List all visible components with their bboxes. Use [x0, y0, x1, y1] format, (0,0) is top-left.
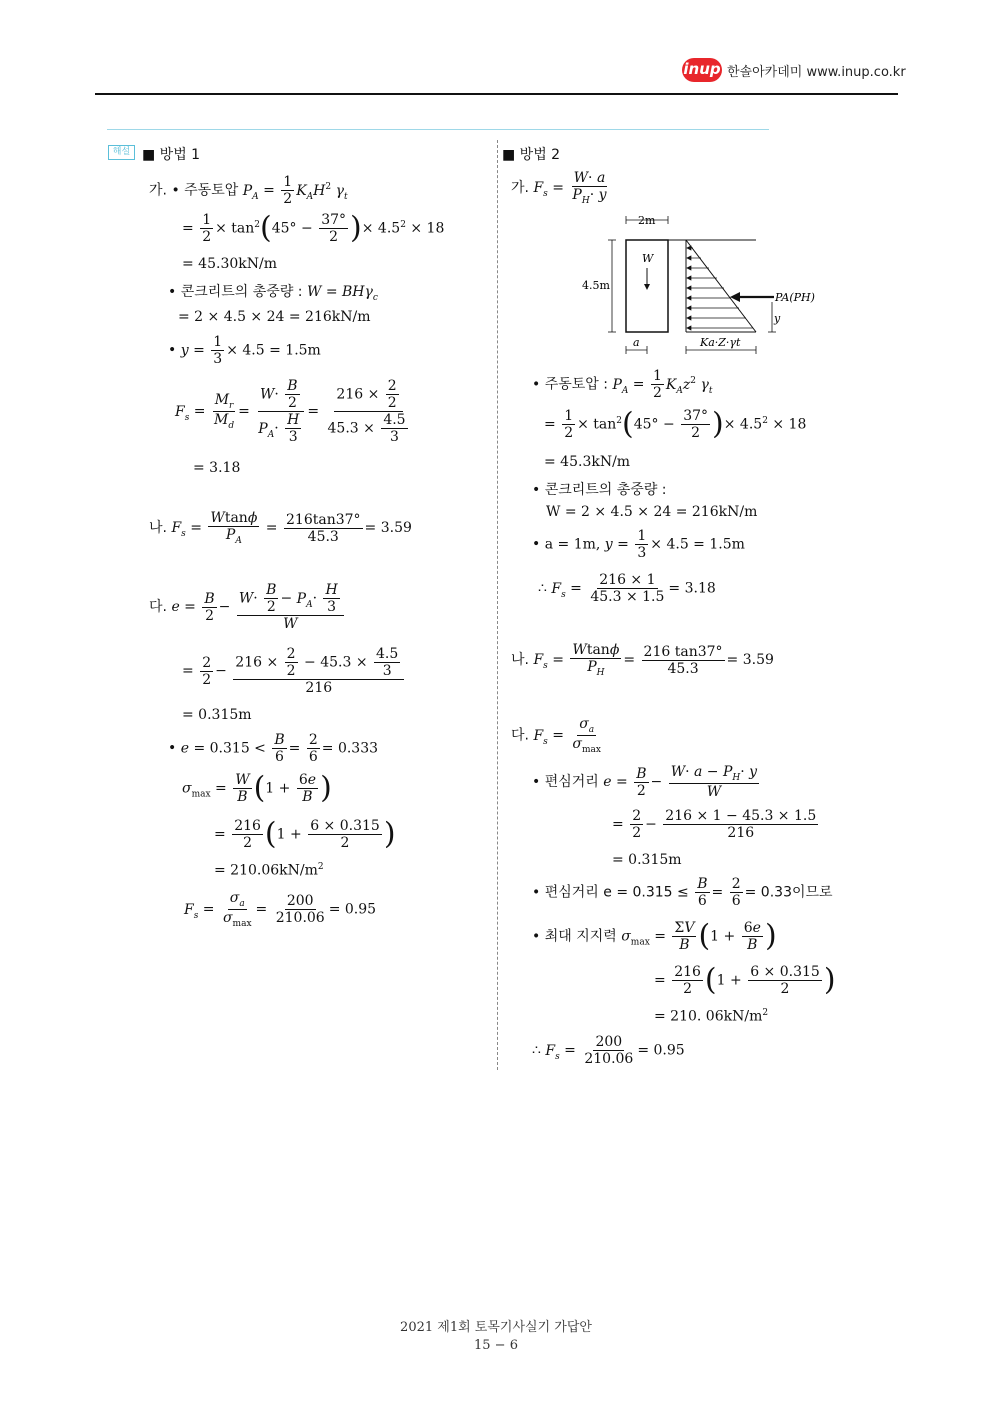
header-rule [95, 93, 898, 95]
inup-logo: inup [682, 58, 722, 82]
m2-da-label: 다. [511, 727, 529, 744]
m1-da-label: 다. [149, 599, 167, 616]
m1-fs3-line: $F_s$ = $\frac{\sigma_a}{\sigma_{max}}$ = $\frac{200}{210.06}$ = 0.95 [184, 890, 377, 929]
m2-eccentric-label: • 편심거리 [532, 774, 599, 791]
m2-earth-pressure-label: • 주동토압 : [532, 376, 608, 393]
m2-na-label: 나. [511, 652, 529, 669]
m1-na-line: 나. $F_s$ = $\frac{Wtan\phi}{P_A}$ = $\frac{216\tan 37^\circ}{45.3}$ = 3.59 [149, 510, 412, 546]
m2-e-check: • 편심거리 e = 0.315 ≤ $\frac{B}{6}$ = $\frac{2}{6}$ = 0.33이므로 [532, 876, 833, 910]
m1-da-line: 다. e = $\frac{B}{2}$ − W· $\frac{B}{2}$ − $P_A\cdot$ $\frac{H}{3}$ W [149, 582, 346, 632]
m2-sigma-result: = 210. $06kN/m^2$ [654, 1008, 769, 1025]
diagram-width-label: 2m [638, 214, 656, 227]
section-rule [107, 129, 769, 130]
m1-weight-line: • 콘크리트의 총중량 : W = BHγ$_c$ [168, 284, 378, 303]
m2-sigma-line: • 최대 지지력 $\sigma_{max}$ = $\frac{\Sigma V}{B}$ (1 + $\frac{6e}{B}$ ) [532, 918, 777, 954]
m1-weight-label: • 콘크리트의 총중량 : [168, 284, 303, 300]
m2-weight-label: • 콘크리트의 총중량 : [532, 482, 667, 498]
m1-y-line: • y = $\frac{1}{3}$ × 4.5 = 1.5m [168, 334, 321, 368]
m1-earth-pressure-label: • 주동토압 [171, 182, 239, 199]
m1-e-check: • e = 0.315 < $\frac{B}{6}$ = $\frac{2}{6}$ = 0.333 [168, 732, 379, 766]
m2-fs1-line: ∴ $F_s$ = $\frac{216 \times 1}{45.3 \times 1.5}$ = 3.18 [538, 572, 716, 606]
m2-pa-line: • 주동토압 : $P_A$ = $\frac{1}{2}$ $K_Az^2$ $\gamma_t$ [532, 368, 713, 402]
m1-sigma-sub: = $\frac{216}{2}$ (1 + $\frac{6 \times 0.315}{2}$ ) [214, 816, 396, 852]
m1-ga-label: 가. [149, 182, 167, 199]
m2-max-bearing-label: • 최대 지지력 [532, 928, 617, 945]
m2-da-line: 다. $F_s$ = $\frac{\sigma_a}{\sigma_{max}}$ [511, 716, 601, 755]
m2-fs3-result: = 0.95 [637, 1042, 685, 1059]
m1-sigma-formula: $\sigma_{max}$ = $\frac{W}{B}$ (1 + $\frac{6e}{B}$ ) [182, 770, 332, 806]
m2-eccentric-check-label: • 편심거리 e = 0.315 ≤ [532, 884, 689, 901]
m2-na-line: 나. $F_s$ = $\frac{Wtan\phi}{P_H}$ = $\frac{216 \tan 37^\circ}{45.3}$ = 3.59 [511, 642, 774, 678]
m1-weight-result: = 2 × 4.5 × 24 = 216kN/m [178, 309, 371, 325]
page-number: 15 − 6 [474, 1338, 518, 1353]
m2-pa-formula: = $\frac{1}{2}$ × $\tan^2(45^\circ$ − $\frac{37^\circ}{2}$ )× $4.5^2 \times 18$ [544, 406, 807, 442]
m1-fs-result: = 3.18 [193, 460, 241, 476]
method1-title: ■ 방법 1 [142, 147, 201, 163]
solution-badge: 해설 [108, 145, 135, 160]
m1-fs2-result: = 3.59 [364, 520, 412, 537]
m2-fs3-line: ∴ $F_s$ = $\frac{200}{210.06}$ = 0.95 [532, 1034, 685, 1068]
m1-pa-formula: = $\frac{1}{2}$ × $\tan^2(45^\circ$ − $\frac{37^\circ}{2}$ )× $4.5^2 \times 18$ [182, 210, 445, 246]
m1-na-label: 나. [149, 520, 167, 537]
m2-pa-result: = 45.3kN/m [544, 454, 631, 470]
m1-fs3-result: = 0.95 [328, 901, 377, 918]
m2-fs2-result: = 3.59 [726, 652, 774, 669]
method2-title: ■ 방법 2 [502, 147, 561, 163]
m1-pa-result: = 45.30kN/m [182, 256, 277, 272]
retaining-wall-diagram [578, 212, 828, 362]
m2-e-formula: = $\frac{2}{2}$ − $\frac{216 \times 1 - 45.3 \times 1.5}{216}$ [612, 808, 817, 842]
m2-e-result: = 0.315m [612, 852, 682, 868]
diagram-force-label: PA(PH) [775, 291, 815, 304]
m1-y-result: = 1.5m [269, 342, 321, 359]
diagram-weight-label: W [642, 252, 654, 265]
m2-check-tail: = 0.33이므로 [744, 884, 833, 901]
m1-fs-formula: $F_s$ = $\frac{M_r}{M_d}$ = W· $\frac{B}{2}$ $P_A\cdot$ $\frac{H}{3}$ = 216 × $\frac{2}{2}$ 45.3 × $\frac{4.5}{3}$ [175, 378, 406, 446]
diagram-height-label: 4.5m [582, 279, 610, 292]
m2-a-y-line: • a = 1m, y = $\frac{1}{3}$ × 4.5 = 1.5m [532, 528, 745, 562]
m1-e-formula: = $\frac{2}{2}$ − 216 × $\frac{2}{2}$ − 45.3 × $\frac{4.5}{3}$ 216 [182, 646, 406, 696]
diagram-y-label: y [774, 312, 781, 325]
m1-e-result: = 0.315m [182, 707, 252, 723]
m2-e-line: • 편심거리 e = $\frac{B}{2}$ − $\frac{W\cdot a - P_H\cdot y}{W}$ [532, 764, 758, 801]
m2-fs1-result: = 3.18 [668, 580, 716, 597]
m2-sigma-sub: = $\frac{216}{2}$ (1 + $\frac{6 \times 0.315}{2}$ ) [654, 962, 836, 998]
footer-title: 2021 제1회 토목기사실기 가답안 [400, 1320, 592, 1335]
m2-ga-line: 가. $F_s$ = $\frac{W\cdot a}{P_H\cdot y}$ [511, 170, 607, 206]
m2-weight-result: W = 2 × 4.5 × 24 = 216kN/m [546, 504, 758, 520]
diagram-pressure-label: Ka·Z·γt [700, 336, 741, 349]
diagram-a-label: a [633, 336, 640, 349]
m2-ga-label: 가. [511, 180, 529, 197]
m1-ga-line: 가. • 주동토압 $P_A$ = $\frac{1}{2}$ $K_AH^2$ $\gamma_t$ [149, 174, 348, 208]
brand-text: 한솔아카데미 www.inup.co.kr [727, 65, 906, 80]
m1-sigma-result: = $210.06kN/m^2$ [214, 862, 324, 879]
column-divider [497, 140, 498, 1070]
